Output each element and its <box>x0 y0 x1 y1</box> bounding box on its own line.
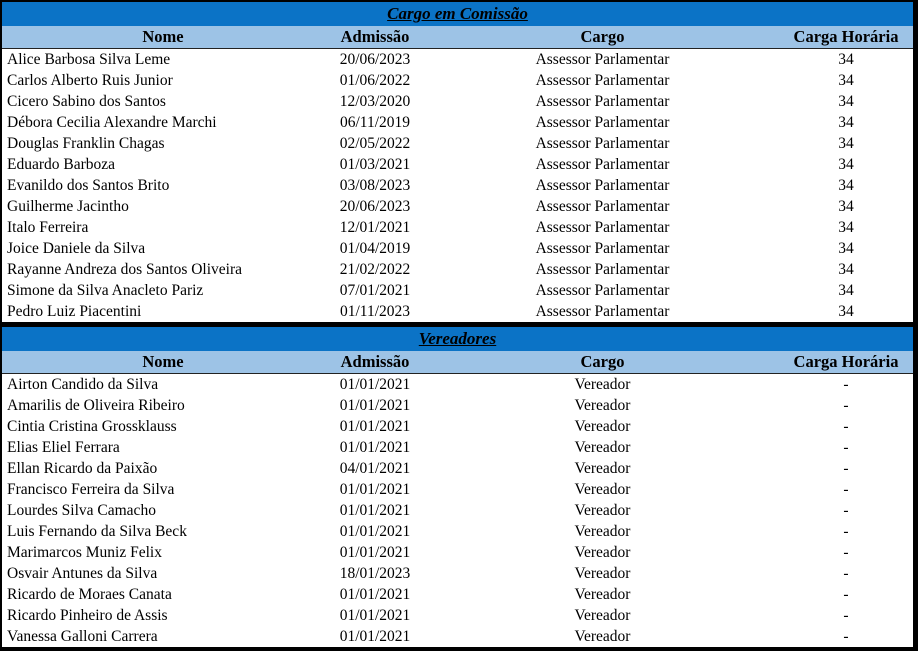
table-row <box>2 217 913 238</box>
table-row <box>2 175 913 196</box>
cell-carga-horaria: - <box>843 586 849 603</box>
cell-cargo: Assessor Parlamentar <box>535 198 670 215</box>
section-cargo-em-comissao <box>2 2 913 322</box>
table-row <box>2 133 913 154</box>
cell-carga-horaria: - <box>843 544 849 561</box>
cell-cargo: Vereador <box>574 418 631 435</box>
cell-nome: Douglas Franklin Chagas <box>7 135 165 152</box>
cell-nome: Alice Barbosa Silva Leme <box>7 51 171 68</box>
cell-carga-horaria: - <box>843 397 849 414</box>
table-row <box>2 563 913 584</box>
cell-nome: Ellan Ricardo da Paixão <box>7 460 158 477</box>
column-header-cargo: Cargo <box>580 27 625 46</box>
cell-admissao: 01/04/2019 <box>339 240 411 257</box>
table-row <box>2 542 913 563</box>
column-header-row <box>2 26 913 49</box>
cell-carga-horaria: 34 <box>838 198 854 215</box>
cell-cargo: Assessor Parlamentar <box>535 72 670 89</box>
table-row <box>2 521 913 542</box>
table-row <box>2 374 913 395</box>
cell-admissao: 18/01/2023 <box>339 565 411 582</box>
cell-nome: Cicero Sabino dos Santos <box>7 93 166 110</box>
cell-nome: Lourdes Silva Camacho <box>7 502 156 519</box>
cell-nome: Amarilis de Oliveira Ribeiro <box>7 397 185 414</box>
cell-nome: Eduardo Barboza <box>7 156 116 173</box>
cell-carga-horaria: 34 <box>838 93 854 110</box>
section-title: Cargo em Comissão <box>387 4 528 23</box>
cell-carga-horaria: - <box>843 418 849 435</box>
cell-carga-horaria: 34 <box>838 240 854 257</box>
cell-admissao: 06/11/2019 <box>339 114 411 131</box>
cell-carga-horaria: - <box>843 460 849 477</box>
cell-nome: Cintia Cristina Grossklauss <box>7 418 177 435</box>
cell-cargo: Assessor Parlamentar <box>535 261 670 278</box>
cell-nome: Francisco Ferreira da Silva <box>7 481 175 498</box>
cell-admissao: 01/01/2021 <box>339 607 411 624</box>
cell-admissao: 21/02/2022 <box>339 261 411 278</box>
cell-cargo: Vereador <box>574 523 631 540</box>
cell-nome: Airton Candido da Silva <box>7 376 159 393</box>
cell-admissao: 20/06/2023 <box>339 198 411 215</box>
cell-admissao: 04/01/2021 <box>339 460 411 477</box>
table-row <box>2 112 913 133</box>
cell-cargo: Vereador <box>574 460 631 477</box>
cell-cargo: Vereador <box>574 628 631 645</box>
cell-carga-horaria: 34 <box>838 219 854 236</box>
cell-admissao: 01/11/2023 <box>339 303 411 320</box>
table-row <box>2 584 913 605</box>
cell-cargo: Assessor Parlamentar <box>535 240 670 257</box>
table-row <box>2 605 913 626</box>
cell-admissao: 01/01/2021 <box>339 544 411 561</box>
column-header-admissao: Admissão <box>340 352 410 371</box>
table-row <box>2 49 913 70</box>
cell-nome: Vanessa Galloni Carrera <box>7 628 158 645</box>
table-row <box>2 458 913 479</box>
section-title: Vereadores <box>418 329 497 348</box>
section-title-bar <box>2 327 913 351</box>
table-row <box>2 91 913 112</box>
cell-cargo: Vereador <box>574 397 631 414</box>
cell-admissao: 01/06/2022 <box>339 72 411 89</box>
cell-cargo: Assessor Parlamentar <box>535 219 670 236</box>
cell-cargo: Assessor Parlamentar <box>535 51 670 68</box>
cell-carga-horaria: - <box>843 439 849 456</box>
cell-carga-horaria: - <box>843 376 849 393</box>
cell-cargo: Assessor Parlamentar <box>535 114 670 131</box>
cell-admissao: 07/01/2021 <box>339 282 411 299</box>
cell-nome: Pedro Luiz Piacentini <box>7 303 142 320</box>
cell-admissao: 01/01/2021 <box>339 628 411 645</box>
cell-nome: Elias Eliel Ferrara <box>7 439 120 456</box>
cell-nome: Joice Daniele da Silva <box>7 240 146 257</box>
cell-nome: Evanildo dos Santos Brito <box>7 177 170 194</box>
cell-cargo: Vereador <box>574 376 631 393</box>
table-row <box>2 500 913 521</box>
table-row <box>2 259 913 280</box>
cell-carga-horaria: 34 <box>838 303 854 320</box>
cell-cargo: Vereador <box>574 439 631 456</box>
cell-nome: Ricardo de Moraes Canata <box>7 586 172 603</box>
cell-cargo: Vereador <box>574 481 631 498</box>
cell-carga-horaria: - <box>843 565 849 582</box>
cell-carga-horaria: - <box>843 502 849 519</box>
table-row <box>2 196 913 217</box>
cell-admissao: 02/05/2022 <box>339 135 411 152</box>
cell-cargo: Vereador <box>574 565 631 582</box>
cell-carga-horaria: 34 <box>838 177 854 194</box>
cell-nome: Osvair Antunes da Silva <box>7 565 158 582</box>
cell-cargo: Assessor Parlamentar <box>535 282 670 299</box>
cell-admissao: 01/01/2021 <box>339 439 411 456</box>
column-header-admissao: Admissão <box>340 27 410 46</box>
cell-admissao: 01/01/2021 <box>339 523 411 540</box>
cell-nome: Simone da Silva Anacleto Pariz <box>7 282 204 299</box>
table-row <box>2 626 913 647</box>
column-header-nome: Nome <box>142 27 184 46</box>
cell-carga-horaria: 34 <box>838 51 854 68</box>
column-header-nome: Nome <box>142 352 184 371</box>
column-header-carga-horaria: Carga Horária <box>793 352 899 371</box>
cell-admissao: 01/01/2021 <box>339 376 411 393</box>
cell-cargo: Assessor Parlamentar <box>535 177 670 194</box>
cell-admissao: 01/01/2021 <box>339 502 411 519</box>
cell-admissao: 03/08/2023 <box>339 177 411 194</box>
cell-carga-horaria: 34 <box>838 135 854 152</box>
cell-nome: Débora Cecilia Alexandre Marchi <box>7 114 217 131</box>
cell-admissao: 01/01/2021 <box>339 418 411 435</box>
cell-cargo: Assessor Parlamentar <box>535 303 670 320</box>
cell-admissao: 01/01/2021 <box>339 586 411 603</box>
cell-nome: Luis Fernando da Silva Beck <box>7 523 187 540</box>
cell-admissao: 01/03/2021 <box>339 156 411 173</box>
table-row <box>2 437 913 458</box>
cell-cargo: Assessor Parlamentar <box>535 135 670 152</box>
cell-admissao: 01/01/2021 <box>339 397 411 414</box>
cell-carga-horaria: 34 <box>838 72 854 89</box>
cell-cargo: Vereador <box>574 586 631 603</box>
table-row <box>2 301 913 322</box>
cell-carga-horaria: - <box>843 523 849 540</box>
cell-carga-horaria: 34 <box>838 282 854 299</box>
cell-cargo: Assessor Parlamentar <box>535 93 670 110</box>
cell-nome: Carlos Alberto Ruis Junior <box>7 72 173 89</box>
cell-nome: Guilherme Jacintho <box>7 198 129 215</box>
cell-carga-horaria: - <box>843 628 849 645</box>
column-header-carga-horaria: Carga Horária <box>793 27 899 46</box>
cell-carga-horaria: 34 <box>838 114 854 131</box>
cell-cargo: Vereador <box>574 502 631 519</box>
cell-carga-horaria: 34 <box>838 261 854 278</box>
table-row <box>2 238 913 259</box>
cell-carga-horaria: - <box>843 481 849 498</box>
cell-cargo: Vereador <box>574 544 631 561</box>
cell-admissao: 01/01/2021 <box>339 481 411 498</box>
table-row <box>2 479 913 500</box>
cell-nome: Italo Ferreira <box>7 219 89 236</box>
cell-nome: Rayanne Andreza dos Santos Oliveira <box>7 261 243 278</box>
table-row <box>2 280 913 301</box>
cell-carga-horaria: - <box>843 607 849 624</box>
cell-admissao: 20/06/2023 <box>339 51 411 68</box>
table-body-cargo-em-comissao <box>2 49 913 322</box>
cell-admissao: 12/03/2020 <box>339 93 411 110</box>
cell-carga-horaria: 34 <box>838 156 854 173</box>
cell-nome: Ricardo Pinheiro de Assis <box>7 607 168 624</box>
column-header-row <box>2 351 913 374</box>
table-row <box>2 70 913 91</box>
section-vereadores <box>2 327 913 647</box>
table-row <box>2 395 913 416</box>
table-row <box>2 416 913 437</box>
cell-cargo: Assessor Parlamentar <box>535 156 670 173</box>
cell-nome: Marimarcos Muniz Felix <box>7 544 162 561</box>
column-header-cargo: Cargo <box>580 352 625 371</box>
table-row <box>2 154 913 175</box>
cell-admissao: 12/01/2021 <box>339 219 411 236</box>
section-title-bar <box>2 2 913 26</box>
cell-cargo: Vereador <box>574 607 631 624</box>
table-body-vereadores <box>2 374 913 647</box>
